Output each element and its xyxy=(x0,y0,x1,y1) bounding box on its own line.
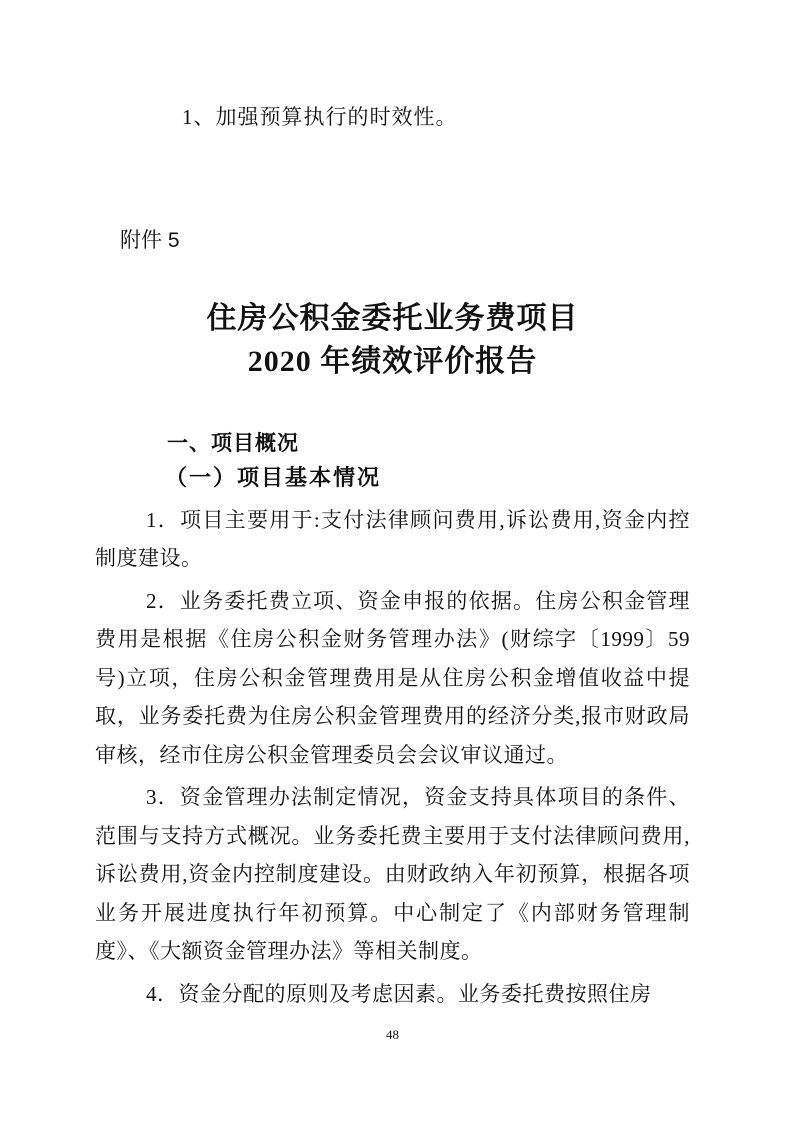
document-title-line-1: 住房公积金委托业务费项目 xyxy=(206,301,579,335)
document-title xyxy=(95,297,690,383)
document-title-line-2: 2020 年绩效评价报告 xyxy=(247,344,538,378)
body-paragraph-4: 4．资金分配的原则及考虑因素。业务委托费按照住房 xyxy=(146,981,652,1006)
body-paragraph-1: 1．项目主要用于:支付法律顾问费用,诉讼费用,资金内控制度建设。 xyxy=(95,507,690,570)
section-body xyxy=(95,501,690,1014)
body-paragraph-2: 2．业务委托费立项、资金申报的依据。住房公积金管理费用是根据《住房公积金财务管理办法》(财综字〔1999〕59 号)立项，住房公积金管理费用是从住房公积金增值收益中提取，业务委托费为住房公积金管理费用的经济分类,报市财政局审核，经市住房公积金管理委员会会议审议通过。 xyxy=(95,588,690,767)
page-content xyxy=(0,98,793,1042)
body-paragraph-3: 3．资金管理办法制定情况，资金支持具体项目的条件、范围与支持方式概况。业务委托费主要用于支付法律顾问费用,诉讼费用,资金内控制度建设。由财政纳入年初预算，根据各项业务开展进度执行年初预算。中心制定了《内部财务管理制度》、《大额资金管理办法》等相关制度。 xyxy=(95,785,690,963)
subsection-heading: （一）项目基本情况 xyxy=(165,464,382,490)
section-heading: 一、项目概况 xyxy=(167,431,299,455)
page-number: 48 xyxy=(386,1027,399,1042)
carryover-list-item: 1、加强预算执行的时效性。 xyxy=(182,105,458,129)
attachment-label: 附件 5 xyxy=(120,228,180,252)
